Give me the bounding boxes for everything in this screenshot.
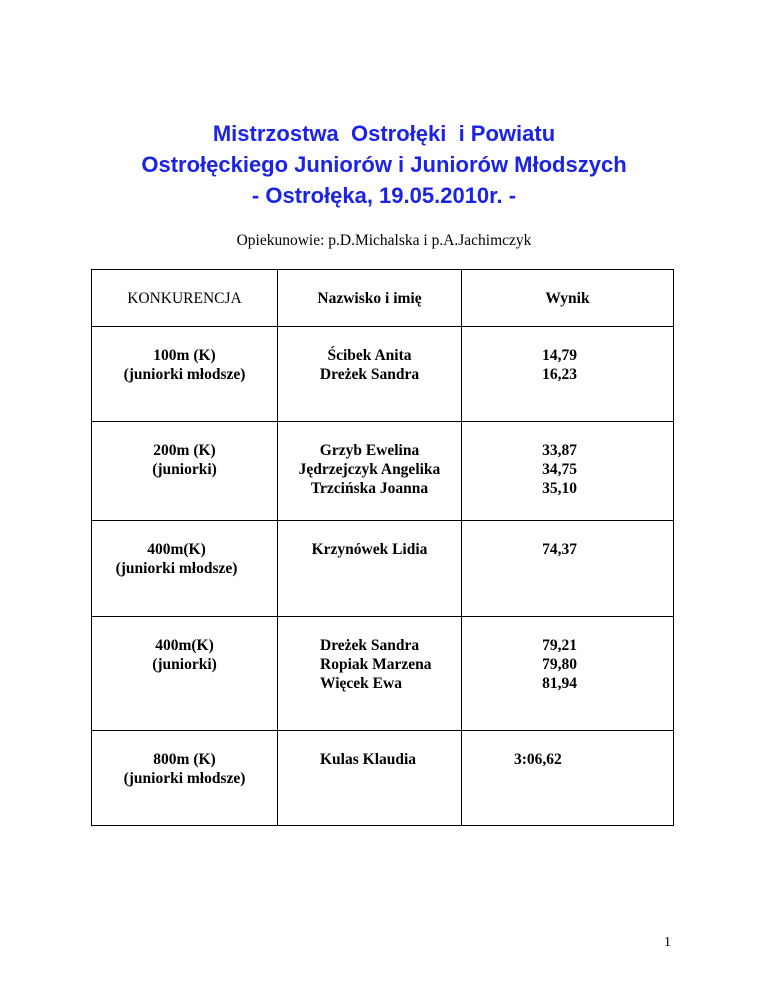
event-cell [92,327,278,422]
table-row [92,327,674,422]
event-category: (juniorki) [152,461,217,478]
results-cell [462,617,674,731]
results-table [91,269,674,826]
header-event-label: KONKURENCJA [127,290,242,307]
table-row [92,617,674,731]
athlete-name: Dreżek Sandra [320,637,420,654]
athlete-name: Ścibek Anita [327,347,412,364]
event-distance: 200m (K) [153,442,216,459]
athlete-name: Jędrzejczyk Angelika [298,461,441,478]
result-value: 81,94 [542,675,577,692]
names-cell [278,617,462,731]
event-distance: 100m (K) [153,347,216,364]
supervisors-line: Opiekunowie: p.D.Michalska i p.A.Jachimczyk [236,232,532,249]
result-value: 79,80 [542,656,577,673]
result-value: 33,87 [542,442,577,459]
header-cell-event [92,270,278,327]
result-value: 3:06,62 [514,751,562,768]
title-line-1: Mistrzostwa Ostrołęki i Powiatu [212,121,556,146]
table-row [92,422,674,521]
athlete-name: Kulas Klaudia [320,751,417,768]
event-cell [92,731,278,826]
athlete-name: Dreżek Sandra [319,366,420,383]
header-name-label: Nazwisko i imię [317,290,422,307]
header-result-label: Wynik [545,290,590,307]
event-category: (juniorki młodsze) [123,770,246,787]
names-cell [278,731,462,826]
results-cell [462,731,674,826]
event-category: (juniorki) [152,656,217,673]
result-value: 14,79 [542,347,577,364]
table-row [92,731,674,826]
table-row [92,521,674,617]
result-value: 79,21 [542,637,577,654]
document-title [0,118,768,211]
athlete-name: Trzcińska Joanna [310,480,429,497]
title-line-3: - Ostrołęka, 19.05.2010r. - [251,183,517,208]
athlete-name: Krzynówek Lidia [311,541,428,558]
result-value: 74,37 [542,541,577,558]
event-cell [92,521,278,617]
result-value: 16,23 [542,366,577,383]
names-cell [278,422,462,521]
event-cell [92,422,278,521]
results-cell [462,422,674,521]
page-number: 1 [664,935,671,950]
event-cell [92,617,278,731]
results-cell [462,521,674,617]
event-distance: 400m(K) [155,637,214,654]
results-cell [462,327,674,422]
event-category: (juniorki młodsze) [115,560,238,577]
header-cell-name [278,270,462,327]
header-cell-result [462,270,674,327]
athlete-name: Grzyb Ewelina [319,442,420,459]
result-value: 35,10 [542,480,577,497]
names-cell [278,327,462,422]
event-distance: 400m(K) [147,541,206,558]
result-value: 34,75 [542,461,577,478]
names-cell [278,521,462,617]
title-line-2: Ostrołęckiego Juniorów i Juniorów Młodszych [141,152,627,177]
event-distance: 800m (K) [153,751,216,768]
table-header-row [92,270,674,327]
event-category: (juniorki młodsze) [123,366,246,383]
athlete-name: Więcek Ewa [320,675,402,692]
athlete-name: Ropiak Marzena [320,656,432,673]
